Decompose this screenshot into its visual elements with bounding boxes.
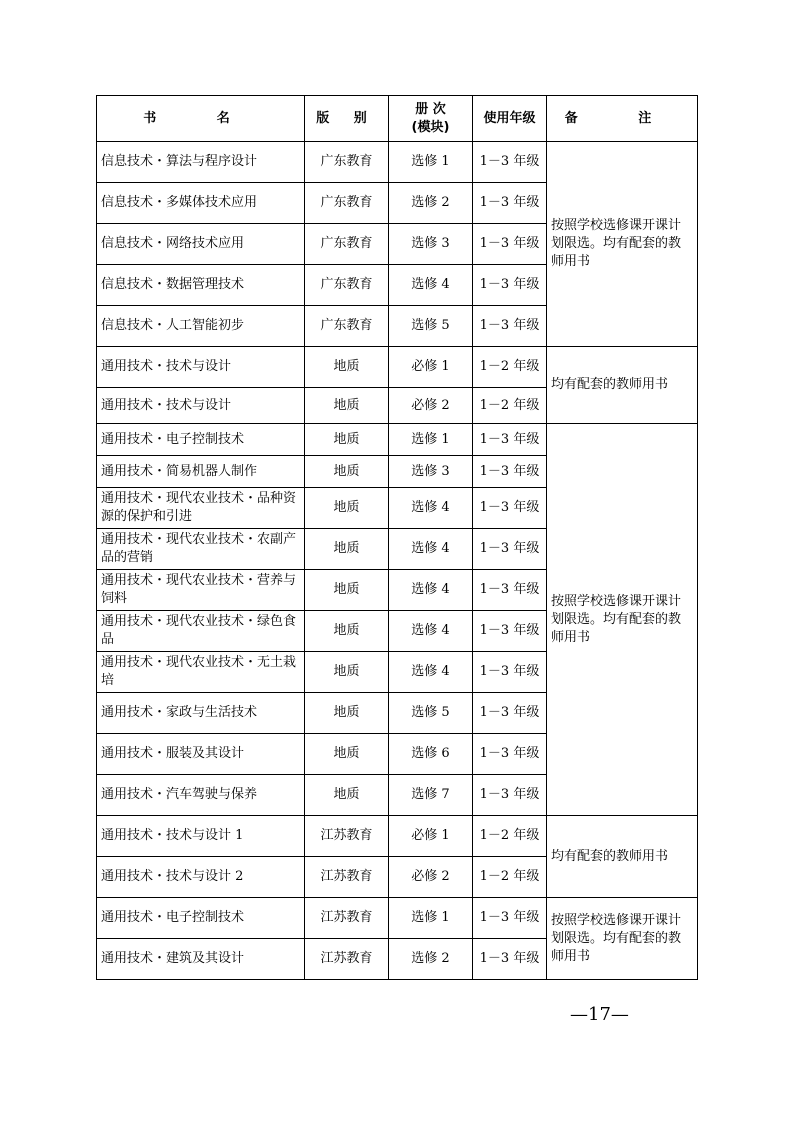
volume: 选修 3 xyxy=(389,224,473,265)
volume: 选修 5 xyxy=(389,306,473,347)
volume: 选修 2 xyxy=(389,183,473,224)
book-name: 通用技术・汽车驾驶与保养 xyxy=(97,775,305,816)
volume: 选修 4 xyxy=(389,570,473,611)
volume: 选修 3 xyxy=(389,456,473,488)
grade: 1－3 年级 xyxy=(473,529,547,570)
publisher: 地质 xyxy=(305,652,389,693)
publisher: 地质 xyxy=(305,529,389,570)
grade: 1－2 年级 xyxy=(473,347,547,388)
volume: 必修 1 xyxy=(389,347,473,388)
volume: 选修 1 xyxy=(389,898,473,939)
volume: 选修 2 xyxy=(389,939,473,980)
table-row xyxy=(97,142,698,183)
volume: 选修 4 xyxy=(389,652,473,693)
header-name: 书 名 xyxy=(97,96,305,142)
volume: 选修 1 xyxy=(389,142,473,183)
grade: 1－3 年级 xyxy=(473,306,547,347)
book-name: 信息技术・数据管理技术 xyxy=(97,265,305,306)
publisher: 广东教育 xyxy=(305,306,389,347)
book-name: 通用技术・技术与设计 xyxy=(97,388,305,424)
publisher: 地质 xyxy=(305,424,389,456)
volume: 必修 1 xyxy=(389,816,473,857)
publisher: 广东教育 xyxy=(305,183,389,224)
publisher: 地质 xyxy=(305,611,389,652)
publisher: 地质 xyxy=(305,456,389,488)
publisher: 江苏教育 xyxy=(305,816,389,857)
book-name: 通用技术・现代农业技术・品种资源的保护和引进 xyxy=(97,488,305,529)
grade: 1－3 年级 xyxy=(473,939,547,980)
book-name: 通用技术・技术与设计 2 xyxy=(97,857,305,898)
volume: 必修 2 xyxy=(389,388,473,424)
publisher: 江苏教育 xyxy=(305,939,389,980)
grade: 1－3 年级 xyxy=(473,424,547,456)
book-name: 通用技术・家政与生活技术 xyxy=(97,693,305,734)
grade: 1－2 年级 xyxy=(473,388,547,424)
publisher: 广东教育 xyxy=(305,265,389,306)
book-name: 通用技术・电子控制技术 xyxy=(97,898,305,939)
header-note: 备 注 xyxy=(547,96,698,142)
header-volume: 册 次 (模块) xyxy=(389,96,473,142)
grade: 1－3 年级 xyxy=(473,570,547,611)
grade: 1－3 年级 xyxy=(473,265,547,306)
table-row xyxy=(97,424,698,456)
table-row xyxy=(97,816,698,857)
volume: 选修 5 xyxy=(389,693,473,734)
publisher: 广东教育 xyxy=(305,224,389,265)
publisher: 地质 xyxy=(305,693,389,734)
grade: 1－3 年级 xyxy=(473,488,547,529)
book-name: 通用技术・技术与设计 xyxy=(97,347,305,388)
volume: 选修 7 xyxy=(389,775,473,816)
grade: 1－3 年级 xyxy=(473,693,547,734)
grade: 1－3 年级 xyxy=(473,734,547,775)
publisher: 地质 xyxy=(305,347,389,388)
book-name: 通用技术・简易机器人制作 xyxy=(97,456,305,488)
book-name: 信息技术・人工智能初步 xyxy=(97,306,305,347)
grade: 1－3 年级 xyxy=(473,775,547,816)
note: 均有配套的教师用书 xyxy=(547,816,698,898)
publisher: 江苏教育 xyxy=(305,857,389,898)
note: 按照学校选修课开课计划限选。均有配套的教师用书 xyxy=(547,424,698,816)
volume: 选修 4 xyxy=(389,265,473,306)
volume: 选修 6 xyxy=(389,734,473,775)
table-row xyxy=(97,898,698,939)
book-name: 信息技术・多媒体技术应用 xyxy=(97,183,305,224)
table-row xyxy=(97,347,698,388)
volume: 选修 4 xyxy=(389,529,473,570)
note: 按照学校选修课开课计划限选。均有配套的教师用书 xyxy=(547,142,698,347)
volume: 选修 1 xyxy=(389,424,473,456)
header-grade: 使用年级 xyxy=(473,96,547,142)
book-name: 通用技术・现代农业技术・无土栽培 xyxy=(97,652,305,693)
grade: 1－3 年级 xyxy=(473,456,547,488)
grade: 1－3 年级 xyxy=(473,611,547,652)
header-publisher: 版 别 xyxy=(305,96,389,142)
book-name: 通用技术・现代农业技术・营养与饲料 xyxy=(97,570,305,611)
book-name: 通用技术・现代农业技术・绿色食品 xyxy=(97,611,305,652)
grade: 1－2 年级 xyxy=(473,857,547,898)
volume: 选修 4 xyxy=(389,488,473,529)
grade: 1－2 年级 xyxy=(473,816,547,857)
book-name: 信息技术・算法与程序设计 xyxy=(97,142,305,183)
publisher: 广东教育 xyxy=(305,142,389,183)
book-name: 信息技术・网络技术应用 xyxy=(97,224,305,265)
publisher: 地质 xyxy=(305,570,389,611)
note: 按照学校选修课开课计划限选。均有配套的教师用书 xyxy=(547,898,698,980)
book-name: 通用技术・建筑及其设计 xyxy=(97,939,305,980)
grade: 1－3 年级 xyxy=(473,652,547,693)
header-row xyxy=(97,96,698,142)
note: 均有配套的教师用书 xyxy=(547,347,698,424)
grade: 1－3 年级 xyxy=(473,142,547,183)
publisher: 地质 xyxy=(305,388,389,424)
publisher: 地质 xyxy=(305,488,389,529)
publisher: 地质 xyxy=(305,775,389,816)
textbook-table xyxy=(96,95,698,980)
publisher: 江苏教育 xyxy=(305,898,389,939)
volume: 选修 4 xyxy=(389,611,473,652)
publisher: 地质 xyxy=(305,734,389,775)
grade: 1－3 年级 xyxy=(473,898,547,939)
grade: 1－3 年级 xyxy=(473,224,547,265)
book-name: 通用技术・电子控制技术 xyxy=(97,424,305,456)
grade: 1－3 年级 xyxy=(473,183,547,224)
book-name: 通用技术・服装及其设计 xyxy=(97,734,305,775)
volume: 必修 2 xyxy=(389,857,473,898)
book-name: 通用技术・技术与设计 1 xyxy=(97,816,305,857)
page-number: —17— xyxy=(570,1004,629,1025)
book-name: 通用技术・现代农业技术・农副产品的营销 xyxy=(97,529,305,570)
